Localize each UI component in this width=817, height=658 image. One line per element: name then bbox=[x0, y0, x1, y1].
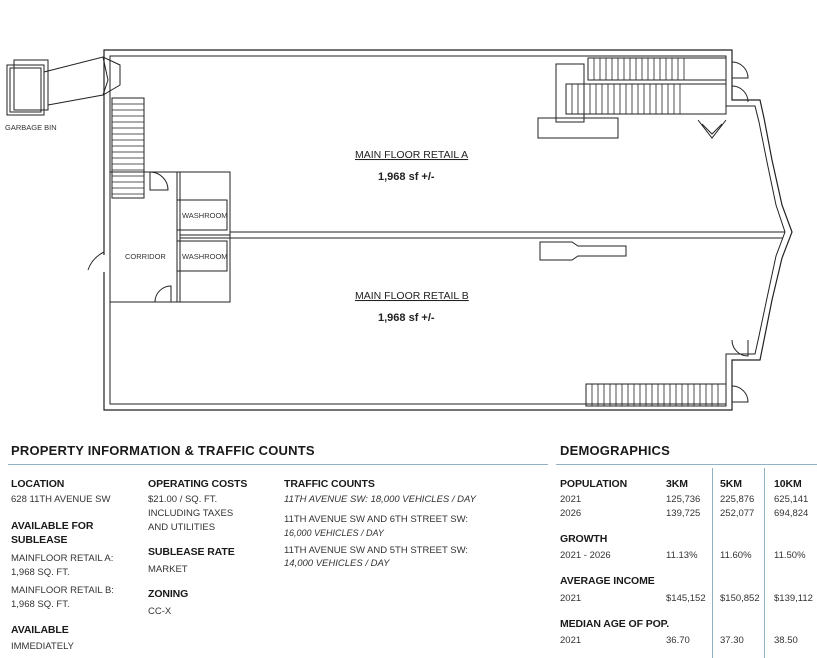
pop-2026-year: 2026 bbox=[560, 508, 582, 519]
left-stair bbox=[112, 98, 144, 198]
retail-b-size: 1,968 SQ. FT. bbox=[11, 599, 70, 610]
pop-2026-10km: 694,824 bbox=[774, 508, 809, 519]
traffic-count-1: 11TH AVENUE SW: 18,000 VEHICLES / DAY bbox=[284, 494, 477, 505]
washroom-2-label: WASHROOM bbox=[182, 252, 228, 261]
location-label: LOCATION bbox=[11, 478, 65, 490]
pop-2021-10km: 625,141 bbox=[774, 494, 809, 505]
col-3km: 3KM bbox=[666, 478, 688, 490]
lower-stair bbox=[586, 384, 726, 406]
retail-b-line: MAINFLOOR RETAIL B: bbox=[11, 585, 114, 596]
retail-a-size: 1,968 SQ. FT. bbox=[11, 567, 70, 578]
income-10km: $139,112 bbox=[774, 593, 813, 604]
traffic-count-3-value: 14,000 VEHICLES / DAY bbox=[284, 558, 390, 569]
age-year: 2021 bbox=[560, 635, 582, 646]
pop-2021-3km: 125,736 bbox=[666, 494, 701, 505]
demographics-divider-1 bbox=[712, 468, 713, 658]
growth-5km: 11.60% bbox=[720, 550, 752, 561]
growth-year: 2021 - 2026 bbox=[560, 550, 611, 561]
traffic-count-2-road: 11TH AVENUE SW AND 6TH STREET SW: bbox=[284, 514, 469, 525]
pop-2026-3km: 139,725 bbox=[666, 508, 701, 519]
retail-b-name: MAIN FLOOR RETAIL B bbox=[355, 290, 469, 302]
traffic-count-3-road: 11TH AVENUE SW AND 5TH STREET SW: bbox=[284, 545, 469, 556]
income-5km: $150,852 bbox=[720, 593, 760, 604]
demographics-section-title: DEMOGRAPHICS bbox=[560, 443, 671, 458]
pop-2021-5km: 225,876 bbox=[720, 494, 755, 505]
growth-label: GROWTH bbox=[560, 533, 608, 545]
location-value: 628 11TH AVENUE SW bbox=[11, 494, 111, 505]
col-5km: 5KM bbox=[720, 478, 742, 490]
corridor-label: CORRIDOR bbox=[125, 252, 166, 261]
income-3km: $145,152 bbox=[666, 593, 706, 604]
retail-a-name: MAIN FLOOR RETAIL A bbox=[355, 149, 469, 161]
property-section-title: PROPERTY INFORMATION & TRAFFIC COUNTS bbox=[11, 443, 315, 458]
sublease-rate-value: MARKET bbox=[148, 564, 188, 575]
available-sublease-label-2: SUBLEASE bbox=[11, 534, 68, 546]
population-label: POPULATION bbox=[560, 478, 628, 490]
operating-costs-line1: $21.00 / SQ. FT. bbox=[148, 494, 218, 505]
property-rule bbox=[8, 464, 548, 465]
retail-a-area: 1,968 sf +/- bbox=[378, 171, 435, 183]
traffic-count-2-value: 16,000 VEHICLES / DAY bbox=[284, 528, 384, 538]
income-year: 2021 bbox=[560, 593, 582, 604]
zoning-label: ZONING bbox=[148, 588, 189, 600]
zoning-value: CC-X bbox=[148, 606, 172, 617]
growth-3km: 11.13% bbox=[666, 550, 698, 561]
retail-b-area: 1,968 sf +/- bbox=[378, 312, 435, 324]
traffic-counts-label: TRAFFIC COUNTS bbox=[284, 478, 375, 490]
upper-stair bbox=[538, 58, 726, 138]
col-10km: 10KM bbox=[774, 478, 802, 490]
pop-2026-5km: 252,077 bbox=[720, 508, 755, 519]
demographics-divider-2 bbox=[764, 468, 765, 658]
counter bbox=[540, 242, 626, 260]
age-3km: 36.70 bbox=[666, 635, 690, 646]
washroom-1-label: WASHROOM bbox=[182, 211, 228, 220]
income-label: AVERAGE INCOME bbox=[560, 575, 655, 587]
age-10km: 38.50 bbox=[774, 635, 798, 646]
retail-a-line: MAINFLOOR RETAIL A: bbox=[11, 553, 114, 564]
operating-costs-label: OPERATING COSTS bbox=[148, 478, 248, 490]
sublease-rate-label: SUBLEASE RATE bbox=[148, 546, 235, 558]
available-value: IMMEDIATELY bbox=[11, 641, 74, 652]
demographics-rule bbox=[556, 464, 817, 465]
age-5km: 37.30 bbox=[720, 635, 744, 646]
available-sublease-label-1: AVAILABLE FOR bbox=[11, 520, 94, 532]
pop-2021-year: 2021 bbox=[560, 494, 582, 505]
garbage-bin bbox=[7, 57, 120, 115]
garbage-bin-label: GARBAGE BIN bbox=[5, 123, 57, 132]
operating-costs-line2: INCLUDING TAXES bbox=[148, 508, 234, 519]
available-label: AVAILABLE bbox=[11, 624, 69, 636]
growth-10km: 11.50% bbox=[774, 550, 806, 561]
operating-costs-line3: AND UTILITIES bbox=[148, 522, 216, 533]
age-label: MEDIAN AGE OF POP. bbox=[560, 618, 670, 630]
